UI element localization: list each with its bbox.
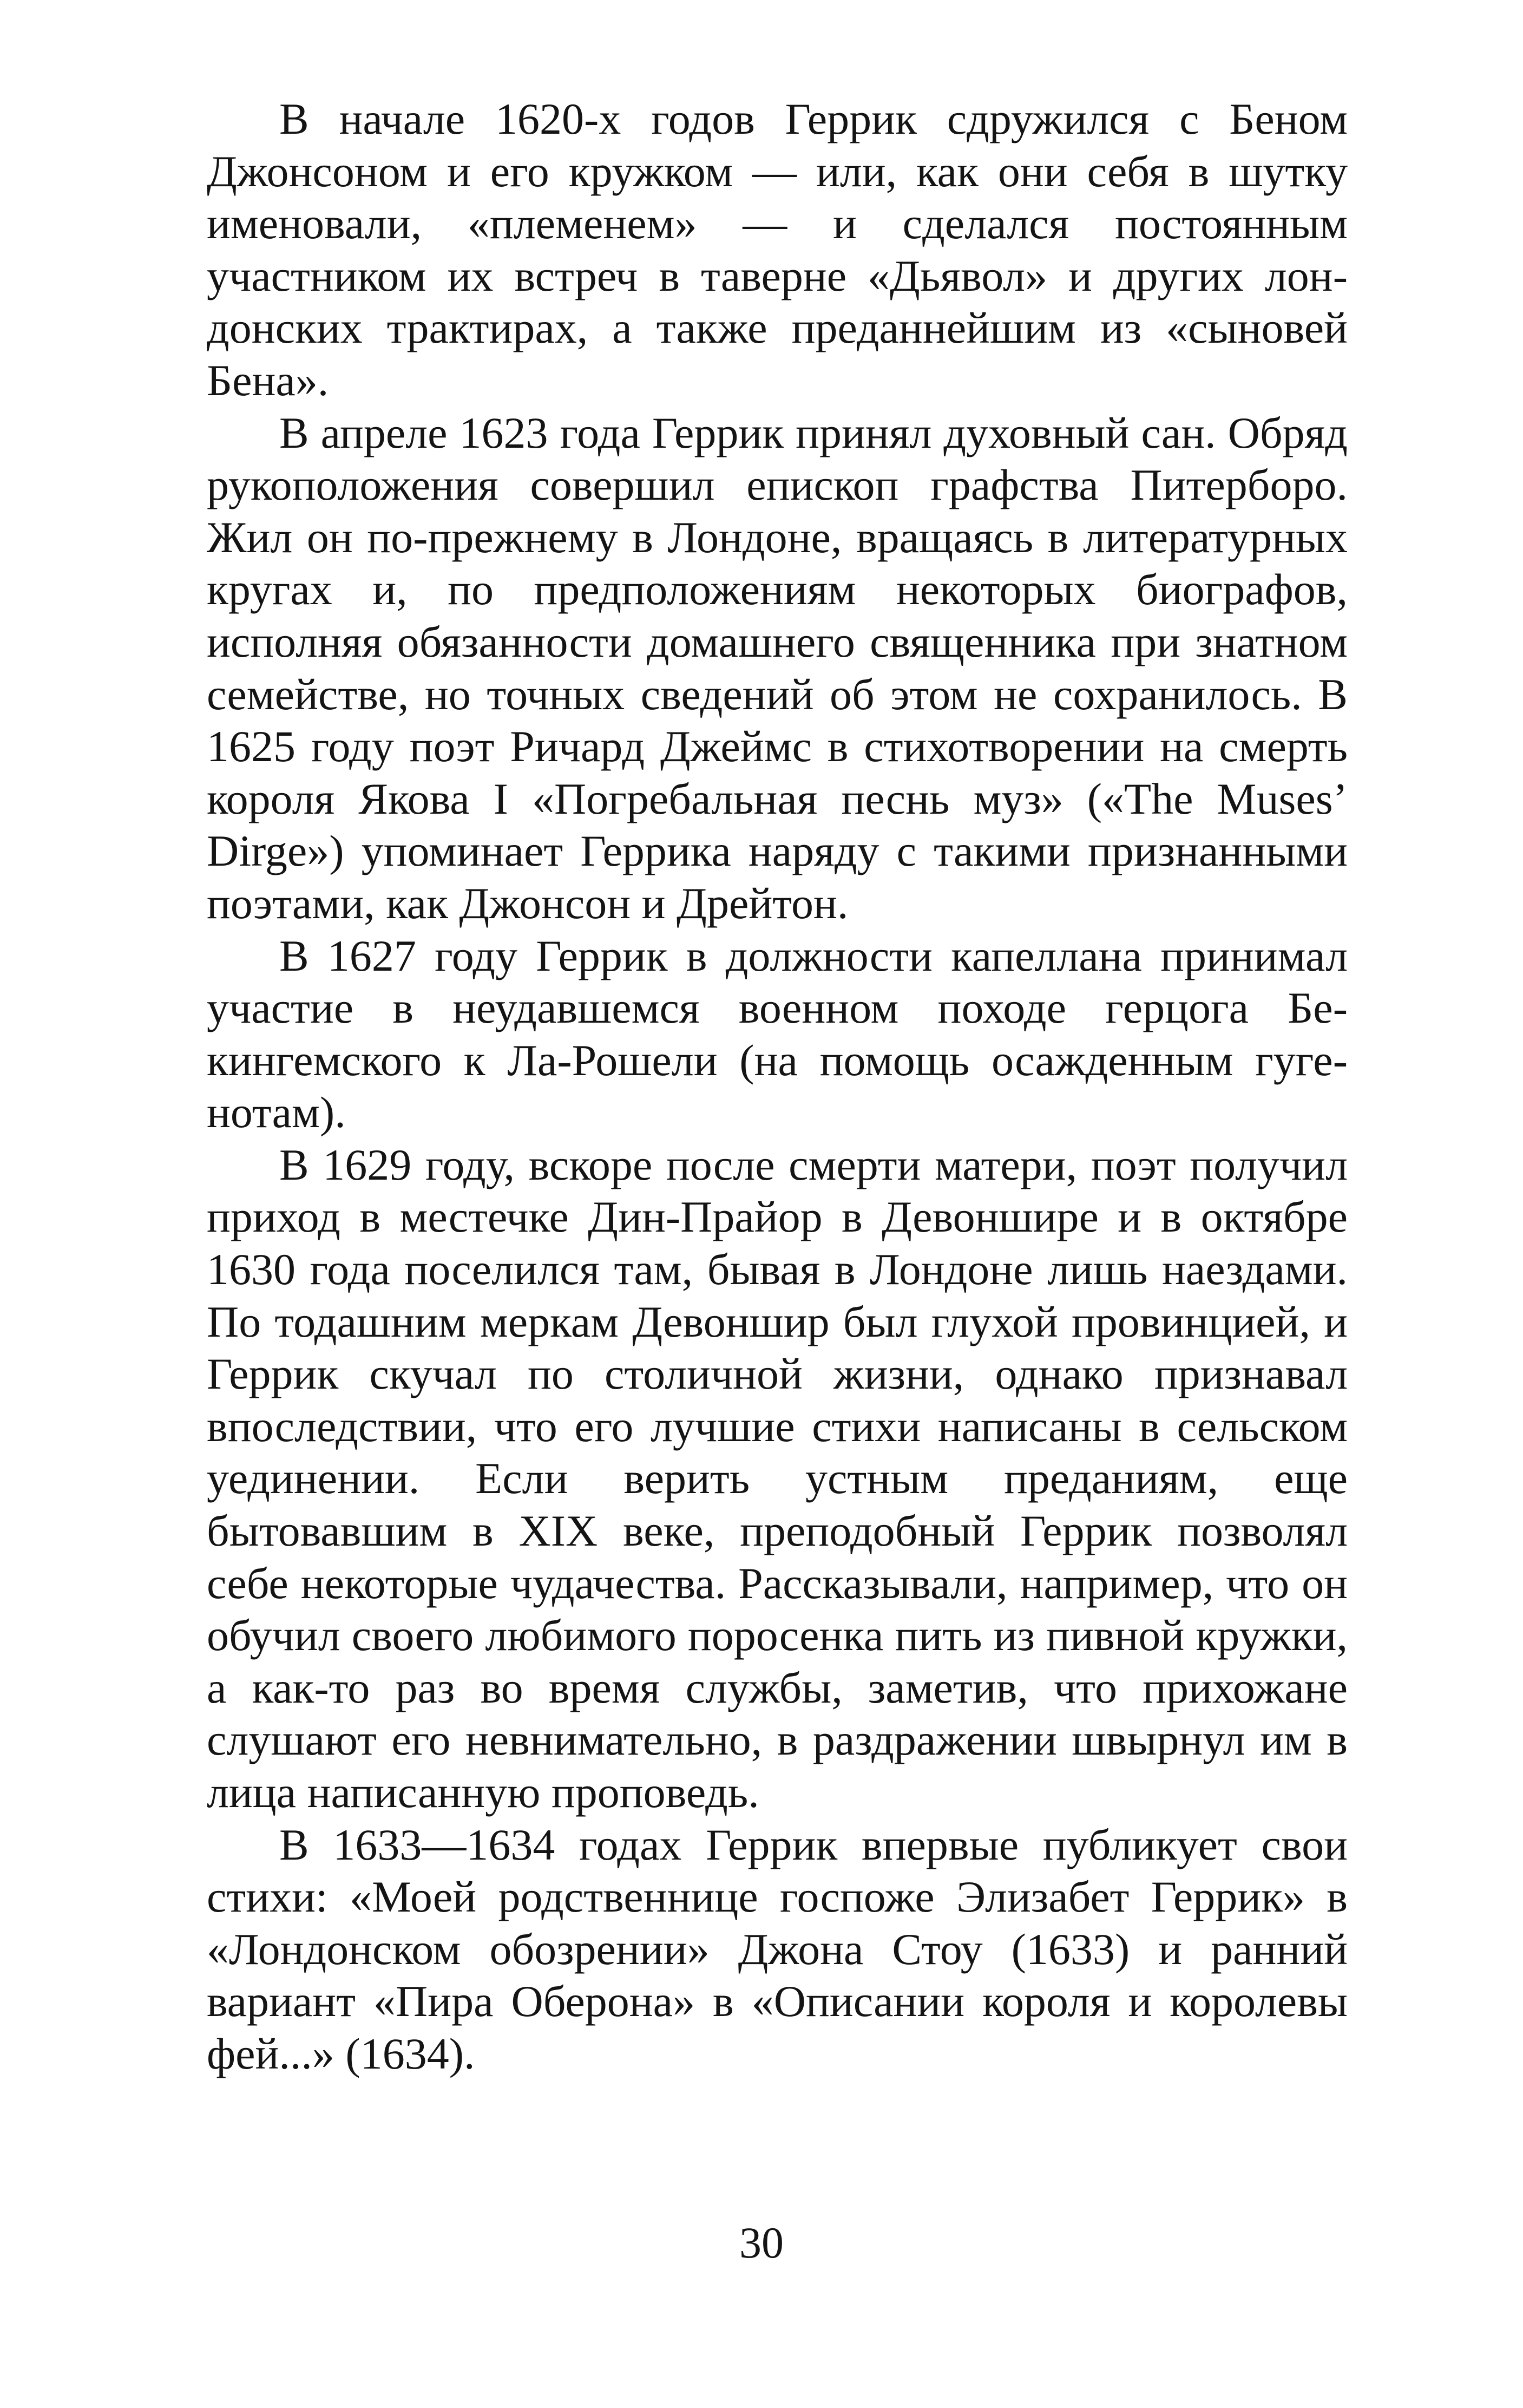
paragraph-1: В начале 1620-х годов Геррик сдружился с Беном Джонсоном и его кружком — или, как они себя в шутку именовали, «племенем» — и сделался постоянным участником их встреч в таверне «Дьявол» и других лондонских трактирах, а также преданнейшим из «сыновей Бена».: [207, 94, 1348, 405]
paragraph-4: В 1629 году, вскоре после смерти матери, поэт получил приход в местечке Дин-Прайор в Девоншире и в октябре 1630 года поселился там, бывая в Лондоне лишь наездами. По тодашним меркам Девоншир был глухой провинцией, и Геррик скучал по столичной жизни, однако признавал впоследствии, что его лучшие стихи написаны в сельском уединении. Если верить устным преданиям, еще бытовавшим в XIX веке, преподобный Геррик позволял себе некоторые чудачества. Рассказывали, например, что он обучил своего любимого поросенка пить из пивной кружки, а как-то раз во время службы, заметив, что прихожане слушают его невнимательно, в раздражении швырнул им в лица написанную проповедь.: [207, 1140, 1348, 1817]
page-number: 30: [739, 2218, 784, 2267]
body-text: [207, 93, 1348, 2080]
paragraph-5: В 1633—1634 годах Геррик впервые публикует свои стихи: «Моей родственнице госпоже Элизабет Геррик» в «Лондонском обозрении» Джона Стоу (1633) и ранний вариант «Пира Оберона» в «Описании короля и королевы фей...» (1634).: [207, 1820, 1348, 2078]
paragraph-2: В апреле 1623 года Геррик принял духовный сан. Обряд рукоположения совершил епископ графства Питерборо. Жил он по-прежнему в Лондоне, вращаясь в литературных кругах и, по предположениям некоторых биографов, исполняя обязанности домашнего священника при знатном семействе, но точных сведений об этом не сохранилось. В 1625 году поэт Ричард Джеймс в стихотворении на смерть короля Якова I «Погребальная песнь муз» («The Muses’ Dirge») упоминает Геррика наряду с такими признанными поэтами, как Джонсон и Дрейтон.: [207, 408, 1348, 928]
paragraph-3: В 1627 году Геррик в должности капеллана принимал участие в неудавшемся военном походе герцога Бекингемского к Ла-Рошели (на помощь осажденным гугенотам).: [207, 931, 1348, 1137]
